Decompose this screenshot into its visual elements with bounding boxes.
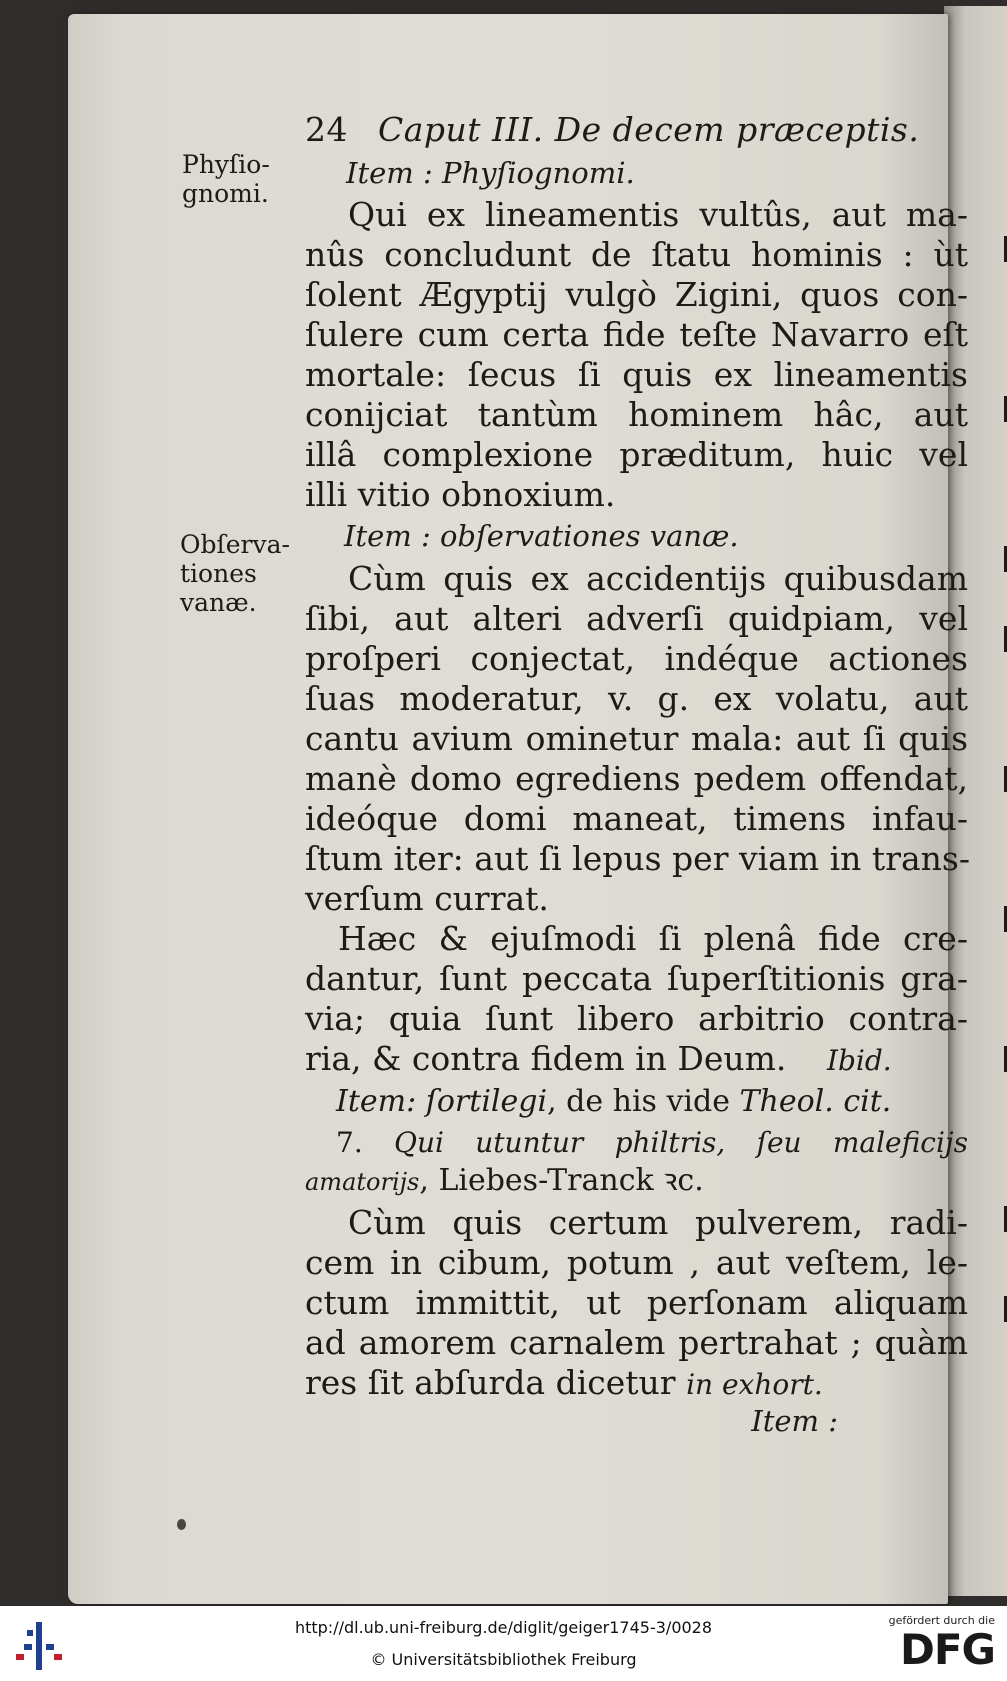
text-line-main: ria, & contra fidem in Deum.	[305, 1039, 787, 1078]
text-line: ad amorem carnalem pertrahat ; quàm	[305, 1323, 968, 1362]
rubric-observationes: Item : obſervationes vanæ.	[344, 519, 739, 553]
paper-speck	[177, 1519, 186, 1530]
text-line: ideóque domi maneat, timens infau-	[305, 799, 968, 838]
catchword: Item :	[751, 1404, 838, 1438]
text-line: ſibi, aut alteri adverſi quidpiam, vel	[305, 599, 968, 638]
dfg-logo: DFG	[899, 1625, 995, 1674]
text-line: Qui ex lineamentis vultûs, aut ma-	[348, 195, 968, 234]
item-7-title: Qui utuntur philtris, ſeu maleficijs	[394, 1126, 968, 1159]
text-line: illâ complexione præditum, huic vel	[305, 435, 968, 474]
funder-note: gefördert durch die	[888, 1614, 995, 1627]
text-line: cantu avium ominetur mala: aut ſi quis	[305, 719, 968, 758]
margin-note-observationes: Obſerva- tiones vanæ.	[180, 530, 290, 617]
running-head-title: Caput III. De decem præceptis.	[378, 110, 920, 149]
text-line: dantur, ſunt peccata ſuperſtitionis gra-	[305, 959, 968, 998]
funder-block	[877, 1614, 995, 1676]
text-line: manè domo egrediens pedem offendat,	[305, 759, 968, 798]
item-7-italic: amatorijs	[305, 1168, 420, 1196]
reference-theol: Theol. cit.	[739, 1084, 892, 1119]
text-line: Cùm quis ex accidentijs quibusdam	[348, 559, 968, 598]
viewer-footer	[0, 1606, 1007, 1681]
text-line: Hæc & ejuſmodi ſi plenâ fide cre-	[338, 919, 968, 958]
text-line: conijciat tantùm hominem hâc, aut	[305, 395, 968, 434]
book-page	[68, 14, 970, 1604]
reference-exhort: in exhort.	[686, 1368, 823, 1401]
text-line: ſolent Ægyptij vulgò Zigini, quos con-	[305, 275, 968, 314]
rubric-physiognomi: Item : Phyſiognomi.	[346, 156, 635, 190]
item-7-line-2	[305, 1162, 968, 1201]
rubric-sortilegi-rest: , de his vide	[547, 1084, 730, 1119]
rubric-sortilegi-title: Item: ſortilegi	[336, 1084, 548, 1119]
copyright-notice: © Universitätsbibliothek Freiburg	[370, 1650, 637, 1669]
item-7-number: 7.	[336, 1126, 363, 1159]
running-head	[305, 110, 919, 149]
item-7-line-1	[336, 1124, 968, 1162]
text-line: ſulere cum certa fide teſte Navarro eſt	[305, 315, 968, 354]
page-number: 24	[305, 110, 348, 149]
margin-note-physiognomi: Phyſio- gnomi.	[182, 150, 270, 208]
rubric-sortilegi	[336, 1084, 891, 1119]
permalink-url[interactable]: http://dl.ub.uni-freiburg.de/diglit/geiger1745-3/0028	[294, 1618, 713, 1637]
text-line	[305, 1364, 968, 1404]
text-line: nûs concludunt de ſtatu hominis : ùt	[305, 235, 968, 274]
text-line: illi vitio obnoxium.	[305, 475, 616, 514]
text-line: ctum immittit, ut perſonam aliquam	[305, 1283, 968, 1322]
text-line: ſuas moderatur, v. g. ex volatu, aut	[305, 679, 968, 718]
text-line	[305, 1040, 968, 1080]
text-line: proſperi conjectat, indéque actiones	[305, 639, 968, 678]
text-line: mortale: ſecus ſi quis ex lineamentis	[305, 355, 968, 394]
text-line: ſtum iter: aut ſi lepus per viam in trans-	[305, 839, 970, 878]
text-line: verſum currat.	[305, 879, 549, 918]
text-line: via; quia ſunt libero arbitrio contra-	[305, 999, 968, 1038]
text-line-main: res ſit abſurda dicetur	[305, 1363, 676, 1402]
item-7-german: , Liebes-Tranck ꝛc.	[419, 1163, 704, 1198]
reference-ibid: Ibid.	[826, 1044, 892, 1077]
text-line: cem in cibum, potum , aut veſtem, le-	[305, 1243, 968, 1282]
text-line: Cùm quis certum pulverem, radi-	[348, 1203, 968, 1242]
